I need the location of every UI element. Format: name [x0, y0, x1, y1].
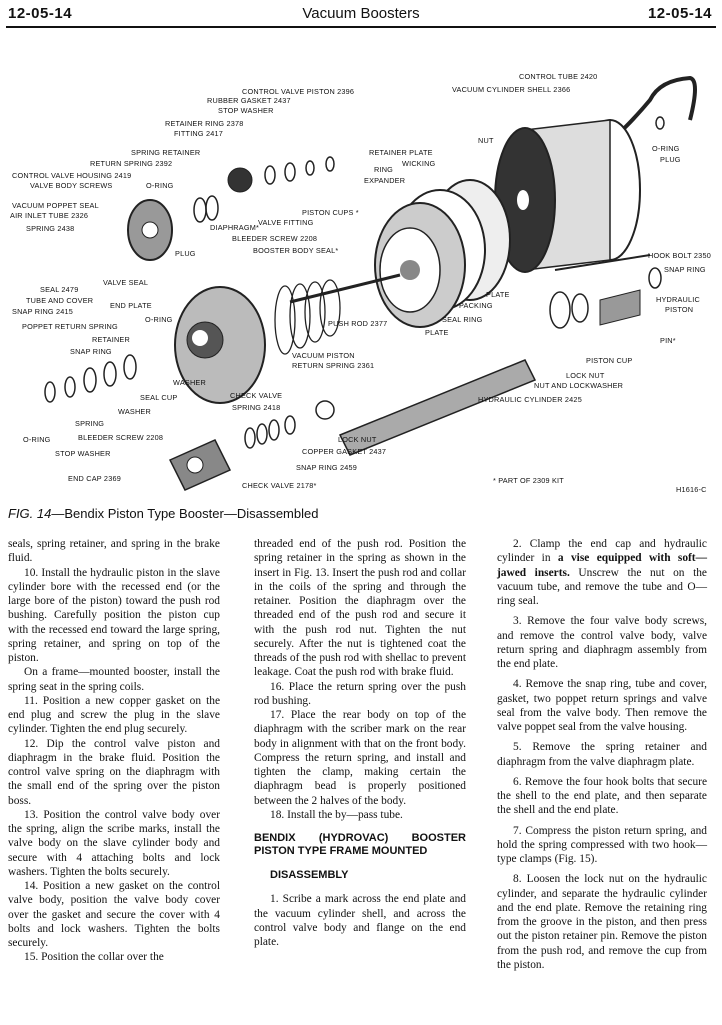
- callout-label: PLUG: [660, 155, 681, 164]
- callout-label: NUT AND LOCKWASHER: [534, 381, 624, 390]
- callout-label: PLATE: [486, 290, 510, 299]
- section-heading: BENDIX (HYDROVAC) BOOSTER PISTON TYPE FRAME MOUNTED: [254, 832, 466, 857]
- callout-label: BLEEDER SCREW 2208: [232, 234, 318, 243]
- callout-label: O-RING: [145, 315, 173, 324]
- bold-text-run: a vise equipped with soft—jawed inserts.: [497, 552, 707, 579]
- callout-label: POPPET RETURN SPRING: [22, 322, 118, 331]
- paragraph: 3. Remove the four valve body screws, and remove the control valve body, valve return spring and diaphragm assembly from the end plate.: [497, 615, 707, 670]
- paragraph: 11. Position a new copper gasket on the end plug and screw the plug in the slave cylinder. Tighten the end plug securely.: [8, 694, 220, 736]
- paragraph: 7. Compress the piston return spring, and hold the spring compressed with two hook—type clamps (Fig. 15).: [497, 824, 707, 865]
- callout-label: CONTROL TUBE 2420: [519, 72, 598, 81]
- page-header: [0, 0, 722, 26]
- callout-label: CHECK VALVE: [230, 391, 283, 400]
- paragraph: [497, 537, 707, 608]
- subheading: DISASSEMBLY: [270, 869, 349, 881]
- callout-label: WICKING: [402, 159, 436, 168]
- callout-label: SPRING 2438: [26, 224, 75, 233]
- text-run: Unscrew the nut on the vacuum tube, and remove the tube and O—ring seal.: [497, 566, 707, 607]
- paragraph: On a frame—mounted booster, install the spring seat in the spring coils.: [8, 666, 220, 693]
- callout-label: RETAINER PLATE: [369, 148, 433, 157]
- paragraph: 14. Position a new gasket on the control valve body, position the valve body cover over the gasket and secure the cover with 4 bolts and lock washers. Tighten the bolts securely.: [8, 880, 220, 949]
- callout-label: O-RING: [146, 181, 174, 190]
- paragraph: 1. Scribe a mark across the end plate and the vacuum cylinder shell, and across the control valve body and flange on the end plate.: [254, 893, 466, 948]
- paragraph: 10. Install the hydraulic piston in the slave cylinder bore with the recessed end (or the large bore of the piston) toward the push rod bushing. Carefully position the piston cup with the recessed end toward the large spring, spring retainer, and spring on top of the piston.: [8, 566, 220, 664]
- callout-label: CONTROL VALVE HOUSING 2419: [12, 171, 132, 180]
- callout-label: LOCK NUT: [566, 371, 605, 380]
- callout-label: PISTON: [665, 305, 694, 314]
- callout-label: END CAP 2369: [68, 474, 121, 483]
- callout-label: O-RING: [23, 435, 51, 444]
- callout-label: RETAINER RING 2378: [165, 119, 244, 128]
- paragraph: 15. Position the collar over the: [24, 951, 164, 964]
- callout-label: PACKING: [459, 301, 493, 310]
- callout-label: O-RING: [652, 144, 680, 153]
- text-run: 2. Clamp the end cap and hydraulic cylinder in: [497, 538, 707, 565]
- callout-label: PLATE: [425, 328, 449, 337]
- paragraph: 18. Install the by—pass tube.: [270, 808, 403, 821]
- callout-label: COPPER GASKET 2437: [302, 447, 387, 456]
- callout-label: BLEEDER SCREW 2208: [78, 433, 164, 442]
- paragraph: threaded end of the push rod. Position the spring retainer in the spring as shown in the insert in Fig. 13. Insert the push rod and collar in the coils of the spring and through the retainer. Position the diaphragm over the threaded end of the push rod and secure it with the push rod nut. Tighten the nut securely. After the nut is tightened coat the threads of the push rod with shellac to prevent leakage. Coat the push rod with brake fluid.: [254, 538, 466, 679]
- exploded-diagram: [0, 40, 722, 500]
- callout-label: CONTROL VALVE PISTON 2396: [242, 87, 355, 96]
- callout-label: SNAP RING: [664, 265, 706, 274]
- callout-label: STOP WASHER: [218, 106, 274, 115]
- figure-caption: [8, 506, 318, 521]
- callout-label: RETURN SPRING 2361: [292, 361, 375, 370]
- paragraph: 8. Loosen the lock nut on the hydraulic cylinder, and separate the hydraulic cylinder and the end plate. Remove the retaining ring from the groove in the piston, and then press out the piston retainer pin. Remove the piston from the push rod, and remove the cup from the piston.: [497, 873, 707, 971]
- figure-note: * PART OF 2309 KIT: [493, 476, 564, 485]
- callout-label: SNAP RING: [70, 347, 112, 356]
- callout-label: HOOK BOLT 2350: [648, 251, 711, 260]
- callout-label: RETURN SPRING 2392: [90, 159, 173, 168]
- paragraph: 6. Remove the four hook bolts that secure the shell to the end plate, and then separate the shell and the end plate.: [497, 775, 707, 817]
- callout-label: RETAINER: [92, 335, 130, 344]
- callout-label: HYDRAULIC: [656, 295, 700, 304]
- callout-label: RUBBER GASKET 2437: [207, 96, 291, 105]
- callout-label: BOOSTER BODY SEAL*: [253, 246, 339, 255]
- callout-label: LOCK NUT: [338, 435, 377, 444]
- callout-label: VACUUM POPPET SEAL: [12, 201, 99, 210]
- paragraph: 17. Place the rear body on top of the diaphragm with the scriber mark on the rear body in alignment with that on the front body. Compress the return spring, and install and tighten the clamp, making certain the diaphragm bead is properly positioned between the 2 halves of the body.: [254, 709, 466, 807]
- paragraph: 5. Remove the spring retainer and diaphragm from the valve diaphragm plate.: [497, 741, 707, 768]
- callout-label: CHECK VALVE 2178*: [242, 481, 317, 490]
- page-number-right: 12-05-14: [647, 5, 712, 22]
- callout-label: SNAP RING 2459: [296, 463, 358, 472]
- callout-label: SPRING 2418: [232, 403, 281, 412]
- paragraph: 12. Dip the control valve piston and diaphragm in the brake fluid. Position the control valve spring on the diaphragm with the small end of the spring over the piston boss.: [8, 737, 220, 807]
- callout-label: PISTON CUP: [586, 356, 633, 365]
- callout-label: PLUG: [175, 249, 196, 258]
- callout-label: DIAPHRAGM*: [210, 223, 260, 232]
- page-number-left: 12-05-14: [8, 5, 73, 22]
- paragraph: 4. Remove the snap ring, tube and cover, gasket, two poppet return springs and valve seal from the valve body. Then remove the valve poppet seal from the valve housing.: [497, 678, 707, 733]
- callout-label: SEAL RING: [442, 315, 483, 324]
- callout-label: PIN*: [660, 336, 676, 345]
- callout-label: VALVE FITTING: [258, 218, 314, 227]
- callout-label: NUT: [478, 136, 494, 145]
- callout-label: VALVE SEAL: [103, 278, 149, 287]
- callout-label: STOP WASHER: [55, 449, 111, 458]
- text-column-1: [8, 537, 220, 965]
- callout-label: AIR INLET TUBE 2326: [10, 211, 89, 220]
- callout-label: TUBE AND COVER: [26, 296, 94, 305]
- paragraph: 16. Place the return spring over the push rod bushing.: [254, 680, 466, 707]
- paragraph: 13. Position the control valve body over the spring, align the scribe marks, install the valve body on the slave cylinder body and secure with 4 attaching bolts and lock washers. Tighten the bolts securely.: [8, 808, 220, 878]
- callout-label: RING: [374, 165, 394, 174]
- header-rule: [6, 26, 716, 28]
- figure-caption-prefix: FIG. 14: [8, 506, 52, 521]
- callout-label: HYDRAULIC CYLINDER 2425: [478, 395, 582, 404]
- callout-label: VACUUM CYLINDER SHELL 2366: [452, 85, 571, 94]
- figure-caption-text: —Bendix Piston Type Booster—Disassembled: [51, 506, 319, 521]
- callout-label: EXPANDER: [364, 176, 406, 185]
- callout-label: END PLATE: [110, 301, 152, 310]
- callout-label: WASHER: [118, 407, 151, 416]
- callout-label: PUSH ROD 2377: [328, 319, 388, 328]
- paragraph: seals, spring retainer, and spring in the brake fluid.: [8, 538, 220, 565]
- callout-label: SEAL 2479: [40, 285, 79, 294]
- callout-label: SPRING: [75, 419, 105, 428]
- callout-label: SNAP RING 2415: [12, 307, 74, 316]
- text-column-2: [254, 537, 466, 949]
- callout-label: SPRING RETAINER: [131, 148, 201, 157]
- callout-label: VACUUM PISTON: [292, 351, 355, 360]
- callout-label: SEAL CUP: [140, 393, 178, 402]
- page-title: Vacuum Boosters: [302, 5, 420, 22]
- figure-code: H1616-C: [676, 485, 707, 494]
- callout-label: FITTING 2417: [174, 129, 224, 138]
- callout-label: VALVE BODY SCREWS: [30, 181, 113, 190]
- text-column-3: [497, 537, 707, 978]
- callout-label: WASHER: [173, 378, 206, 387]
- callout-label: PISTON CUPS *: [302, 208, 359, 217]
